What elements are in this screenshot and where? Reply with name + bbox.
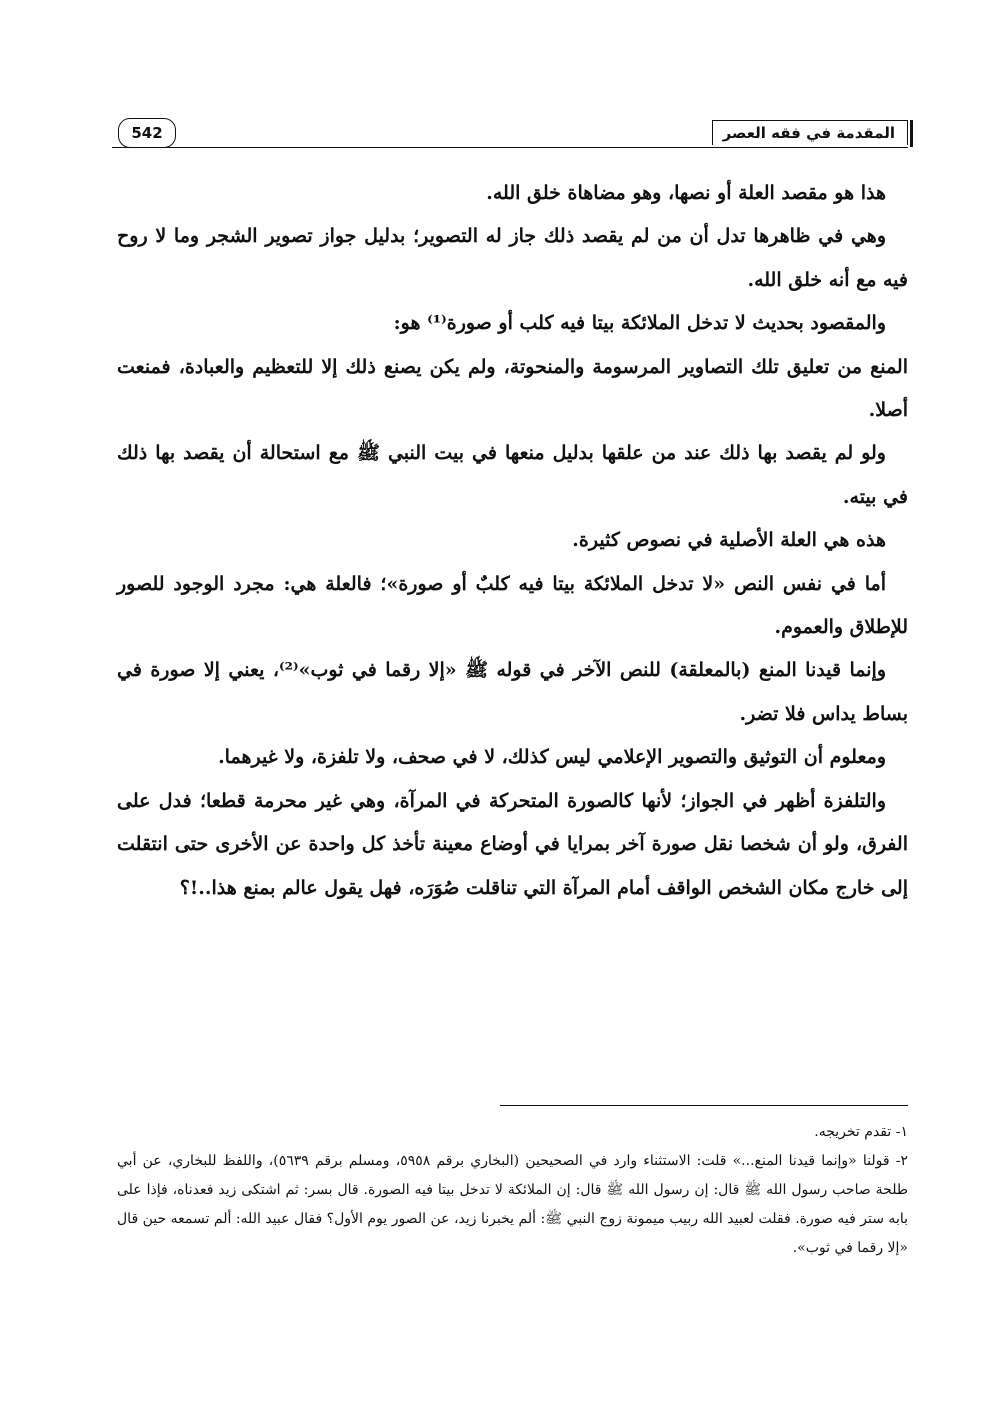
- page-number: 542: [118, 118, 176, 148]
- main-text: [117, 172, 908, 910]
- paragraph: والمقصود بحديث لا تدخل الملائكة بيتا فيه كلب أو صورة⁽¹⁾ هو:: [393, 312, 886, 335]
- paragraph: ومعلوم أن التوثيق والتصوير الإعلامي ليس كذلك، لا في صحف، ولا تلفزة، ولا غيرهما.: [218, 746, 886, 769]
- paragraph: والتلفزة أظهر في الجواز؛ لأنها كالصورة المتحركة في المرآة، وهي غير محرمة قطعا؛ فدل على الفرق، ولو أن شخصا نقل صورة آخر بمرايا في أوضاع معينة تأخذ كل واحدة عن الأخرى حتى انتقلت إلى خارج مكان الشخص الواقف أمام المرآة التي تناقلت صُوَرَه، فهل يقول عالم بمنع هذا..!؟: [117, 789, 908, 899]
- header-rule: [112, 147, 908, 148]
- paragraph: وإنما قيدنا المنع (بالمعلقة) للنص الآخر في قوله ﷺ «إلا رقما في ثوب»⁽²⁾، يعني إلا صورة في بساط يداس فلا تضر.: [117, 659, 908, 725]
- paragraph: أما في نفس النص «لا تدخل الملائكة بيتا فيه كلبٌ أو صورة»؛ فالعلة هي: مجرد الوجود للصور للإطلاق والعموم.: [117, 572, 908, 639]
- paragraph: وهي في ظاهرها تدل أن من لم يقصد ذلك جاز له التصوير؛ بدليل جواز تصوير الشجر وما لا روح فيه مع أنه خلق الله.: [117, 225, 908, 291]
- paragraph: هذا هو مقصد العلة أو نصها، وهو مضاهاة خلق الله.: [486, 182, 886, 204]
- page-header: [112, 118, 908, 152]
- footnote-item: ١- تقدم تخريجه.: [814, 1124, 908, 1140]
- footnote-item: ٢- قولنا «وإنما قيدنا المنع...» قلت: الاستثناء وارد في الصحيحين (البخاري برقم ٥٩٥٨، ومسلم برقم ٥٦٣٩)، واللفظ للبخاري، عن أبي طلحة صاحب رسول الله ﷺ قال: إن رسول الله ﷺ قال: إن الملائكة لا تدخل بيتا فيه الصورة. قال بسر: ثم اشتكى زيد فعدناه، فإذا على بابه ستر فيه صورة. فقلت لعبيد الله ربيب ميمونة زوج النبي ﷺ: ألم يخبرنا زيد، عن الصور يوم الأول؟ فقال عبيد الله: ألم تسمعه حين قال «إلا رقما في ثوب».: [117, 1153, 909, 1256]
- footnotes: [117, 1118, 908, 1263]
- footnote-rule: [500, 1105, 908, 1106]
- paragraph: ولو لم يقصد بها ذلك عند من علقها بدليل منعها في بيت النبي ﷺ مع استحالة أن يقصد بها ذلك في بيته.: [117, 442, 908, 508]
- paragraph: المنع من تعليق تلك التصاوير المرسومة والمنحوتة، ولم يكن يصنع ذلك إلا للتعظيم والعبادة، فمنعت أصلا.: [117, 355, 908, 422]
- paragraph: هذه هي العلة الأصلية في نصوص كثيرة.: [572, 529, 886, 552]
- running-title: المقدمة في فقه العصر: [712, 120, 908, 145]
